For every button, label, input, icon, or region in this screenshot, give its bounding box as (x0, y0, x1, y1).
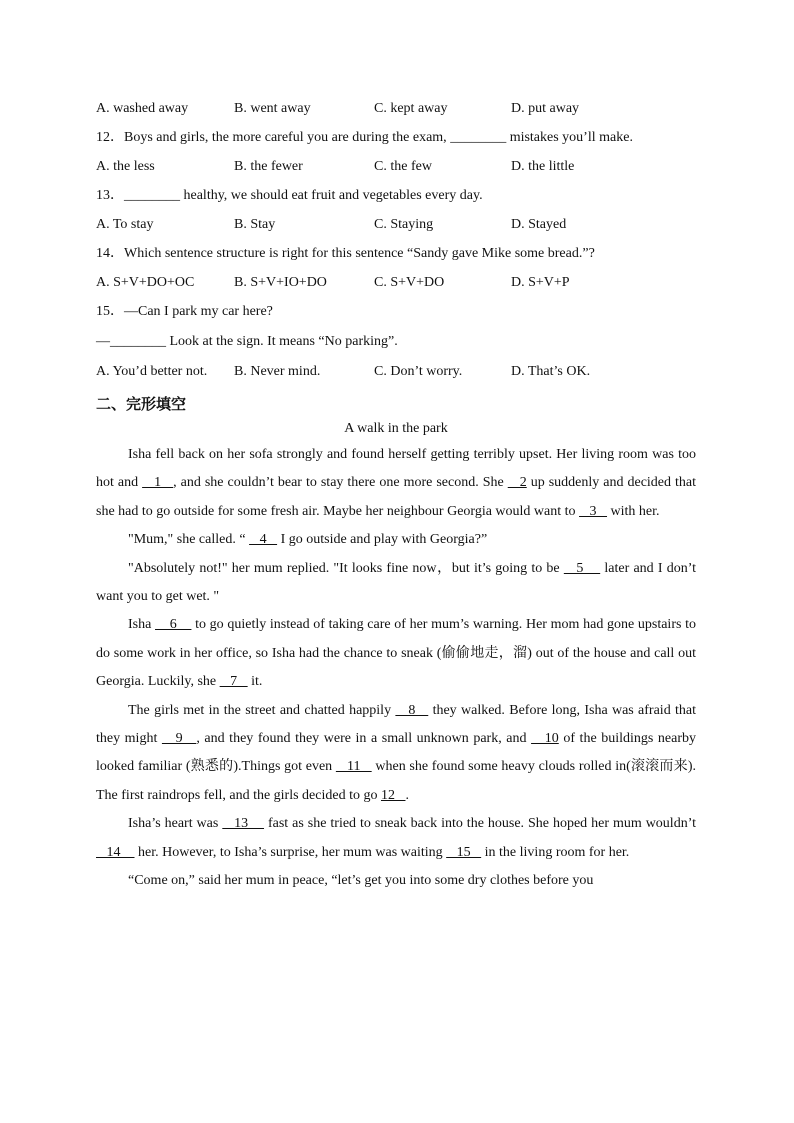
q14-option-c: C. S+V+DO (374, 274, 445, 290)
cloze-blank: 8 (395, 702, 429, 718)
passage-text: they walked. Before long, Isha was afraid that they might (96, 702, 696, 747)
passage-paragraph (96, 611, 696, 696)
cloze-blank: 15 (446, 844, 482, 860)
q15-option-c: C. Don’t worry. (374, 363, 463, 379)
passage-paragraph (96, 555, 696, 612)
passage-text: I go outside and play with Georgia?” (277, 532, 488, 548)
q14-option-b: B. S+V+IO+DO (234, 274, 327, 290)
cloze-blank: 5 (563, 560, 601, 576)
passage-paragraph (96, 810, 696, 867)
passage-text: “Come on,” said her mum in peace, “let’s get you into some dry clothes before you (128, 873, 594, 889)
q15-option-a: A. You’d better not. (96, 363, 208, 379)
q11-option-a: A. washed away (96, 100, 189, 116)
q12-options (96, 152, 696, 181)
q12-option-d: D. the little (511, 158, 575, 174)
passage-text: Isha fell back on her sofa strongly and found herself getting terribly upset. Her living room was too hot and (96, 447, 696, 491)
passage-text: when she found some heavy clouds rolled in(滚滚而来). The first raindrops fell, and the girls decided to go (96, 759, 696, 803)
passage-text: up suddenly and decided that she had to go outside for some fresh air. Maybe her neighbour Georgia would want to (96, 475, 697, 519)
passage-text: with her. (607, 503, 660, 519)
q13-options (96, 210, 696, 239)
page-content (96, 94, 696, 896)
passage-text: "Absolutely not!" her mum replied. "It looks fine now，but it’s going to be (128, 560, 564, 576)
q15-options (96, 357, 696, 386)
passage-paragraph (96, 441, 696, 526)
cloze-blank: 4 (249, 532, 278, 548)
passage-text: Isha (128, 617, 156, 633)
q11-option-c: C. kept away (374, 100, 448, 116)
passage-paragraph (96, 526, 696, 554)
passage-text: her. However, to Isha’s surprise, her mum was waiting (134, 844, 447, 860)
cloze-blank: 12 (380, 787, 406, 803)
cloze-blank: 6 (155, 617, 192, 633)
passage-text: to go quietly instead of taking care of her mum’s warning. Her mom had gone upstairs to do some work in her office, so Isha had the chance to sneak (偷偷地走，溜) out of the house and call out Georgia. Luckily, she (96, 617, 697, 690)
q11-option-d: D. put away (511, 100, 580, 116)
passage-text: , and she couldn’t bear to stay there one more second. She (173, 475, 508, 491)
q14-options (96, 268, 696, 297)
q13-option-c: C. Staying (374, 216, 434, 232)
q15-blank: ________ (110, 334, 166, 349)
cloze-blank: 14 (96, 844, 135, 860)
q13-option-a: A. To stay (96, 216, 154, 232)
q13-blank: ________ (124, 188, 180, 203)
q12-option-b: B. the fewer (234, 158, 303, 174)
passage-text: it. (247, 674, 263, 690)
q12-option-c: C. the few (374, 158, 432, 174)
q13-option-d: D. Stayed (511, 216, 567, 232)
cloze-blank: 2 (507, 475, 527, 491)
q12-blank: ________ (450, 130, 507, 145)
q15-option-b: B. Never mind. (234, 363, 321, 379)
q14-stem: 14．Which sentence structure is right for this sentence “Sandy gave Mike some bread.”? (96, 246, 595, 261)
passage-text: Isha’s heart was (128, 816, 223, 832)
cloze-blank: 11 (335, 759, 372, 775)
passage-title: A walk in the park (344, 421, 448, 436)
q15-stem: 15．—Can I park my car here? (96, 304, 273, 319)
q11-options (96, 94, 696, 123)
q12-option-a: A. the less (96, 158, 155, 174)
q15-option-d: D. That’s OK. (511, 363, 591, 379)
passage-text: . (405, 787, 409, 803)
passage-text: , and they found they were in a small unknown park, and (196, 731, 532, 747)
q15-reply: —________ Look at the sign. It means “No parking”. (96, 334, 398, 349)
q14-option-d: D. S+V+P (511, 274, 570, 290)
q13-stem: 13．________ healthy, we should eat fruit and vegetables every day. (96, 188, 483, 203)
cloze-blank: 9 (161, 731, 197, 747)
passage-text: later and I don’t want you to get wet. " (96, 560, 697, 605)
q12-stem: 12．Boys and girls, the more careful you are during the exam, ________ mistakes you’ll make. (96, 130, 633, 145)
cloze-passage (96, 441, 696, 896)
cloze-blank: 3 (579, 503, 608, 519)
cloze-blank: 13 (222, 816, 265, 832)
section-title-cloze: 二、完形填空 (96, 395, 187, 413)
q11-option-b: B. went away (234, 100, 311, 116)
passage-text: in the living room for her. (481, 844, 630, 860)
cloze-blank: 7 (219, 674, 248, 690)
cloze-blank: 10 (531, 731, 559, 747)
passage-text: fast as she tried to sneak back into the house. She hoped her mum wouldn’t (264, 816, 696, 832)
q13-option-b: B. Stay (234, 216, 276, 232)
passage-text: of the buildings nearby looked familiar (熟悉的).Things got even (96, 731, 697, 775)
passage-paragraph (96, 697, 696, 811)
q14-option-a: A. S+V+DO+OC (96, 274, 195, 290)
cloze-blank: 1 (142, 475, 174, 491)
passage-text: "Mum," she called. “ (128, 532, 250, 548)
passage-paragraph (96, 867, 696, 895)
passage-text: The girls met in the street and chatted happily (128, 702, 396, 718)
